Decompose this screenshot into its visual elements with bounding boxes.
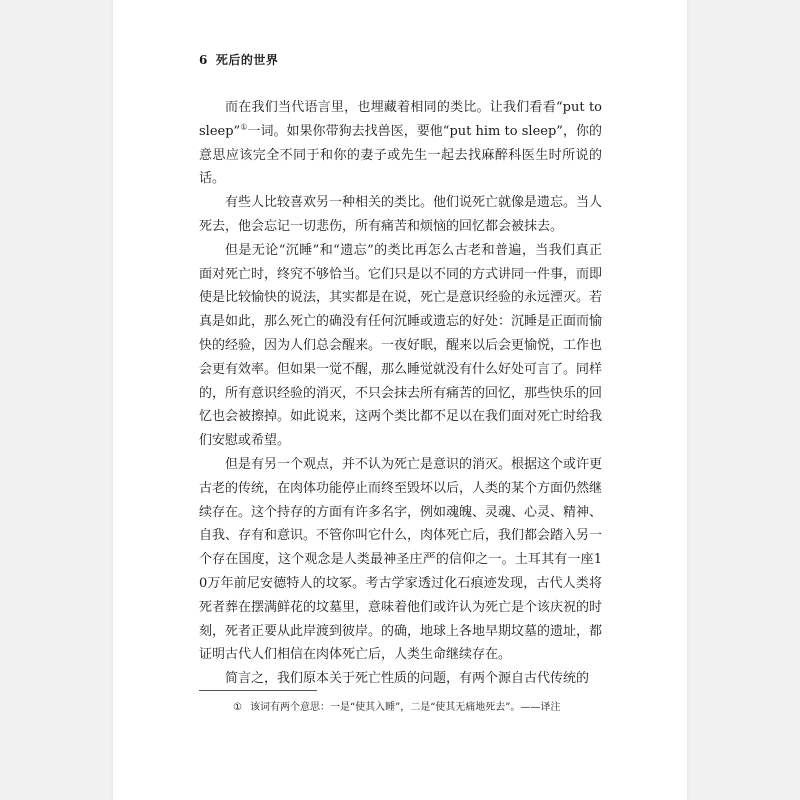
paragraph-3: 但是无论“沉睡”和“遗忘”的类比再怎么古老和普遍，当我们真正面对死亡时，终究不够恰当。它们只是以不同的方式讲同一件事，而即使是比较愉快的说法，其实都是在说，死亡是意识经验的永远湮灭。若真是如此，那么死亡的确没有任何沉睡或遗忘的好处：沉睡是正面而愉快的经验，因为人们总会醒来。一夜好眠，醒来以后会更愉悦，工作也会更有效率。但如果一觉不醒，那么睡觉就没有什么好处可言了。同样的，所有意识经验的消灭，不只会抹去所有痛苦的回忆，那些快乐的回忆也会被擦掉。如此说来，这两个类比都不足以在我们面对死亡时给我们安慰或希望。 xyxy=(199,242,603,449)
book-page xyxy=(113,0,687,800)
footnote-text: 该词有两个意思：一是“使其入睡”，二是“使其无痛地死去”。——译注 xyxy=(249,702,561,713)
page-number: 6 xyxy=(199,53,208,67)
body-text xyxy=(199,96,602,691)
paragraph-1-text-a: 而在我们当代语言里，也埋藏着相同的类比。让我们看看“put to sleep” xyxy=(199,100,602,139)
running-header xyxy=(199,51,278,68)
paragraph-2: 有些人比较喜欢另一种相关的类比。他们说死亡就像是遗忘。当人死去，他会忘记一切悲伤，所有痛苦和烦恼的回忆都会被抹去。 xyxy=(199,195,603,234)
footnote-divider xyxy=(199,690,317,691)
chapter-title: 死后的世界 xyxy=(215,53,279,67)
footnote-reference: ① xyxy=(240,122,248,132)
paragraph-1 xyxy=(199,96,602,191)
footnote-marker: ① xyxy=(233,702,242,713)
paragraph-4: 但是有另一个观点，并不认为死亡是意识的消灭。根据这个或许更古老的传统，在肉体功能停止而终至毁坏以后，人类的某个方面仍然继续存在。这个持存的方面有许多名字，例如魂魄、灵魂、心灵、精神、自我、存有和意识。不管你叫它什么，肉体死亡后，我们都会踏入另一个存在国度，这个观念是人类最神圣庄严的信仰之一。土耳其有一座10万年前尼安德特人的坟冢。考古学家透过化石痕迹发现，古代人类将死者葬在摆满鲜花的坟墓里，意味着他们或许认为死亡是个该庆祝的时刻，死者正要从此岸渡到彼岸。的确，地球上各地早期坟墓的遗址，都证明古代人们相信在肉体死亡后，人类生命继续存在。 xyxy=(199,456,603,663)
footnote xyxy=(233,701,633,715)
paragraph-1-text-b: 一词。如果你带狗去找兽医，要他“put him to sleep”，你的意思应该完全不同于和你的妻子或先生一起去找麻醉科医生时所说的话。 xyxy=(199,123,603,187)
paragraph-5: 简言之，我们原本关于死亡性质的问题，有两个源自古代传统的 xyxy=(225,671,590,687)
